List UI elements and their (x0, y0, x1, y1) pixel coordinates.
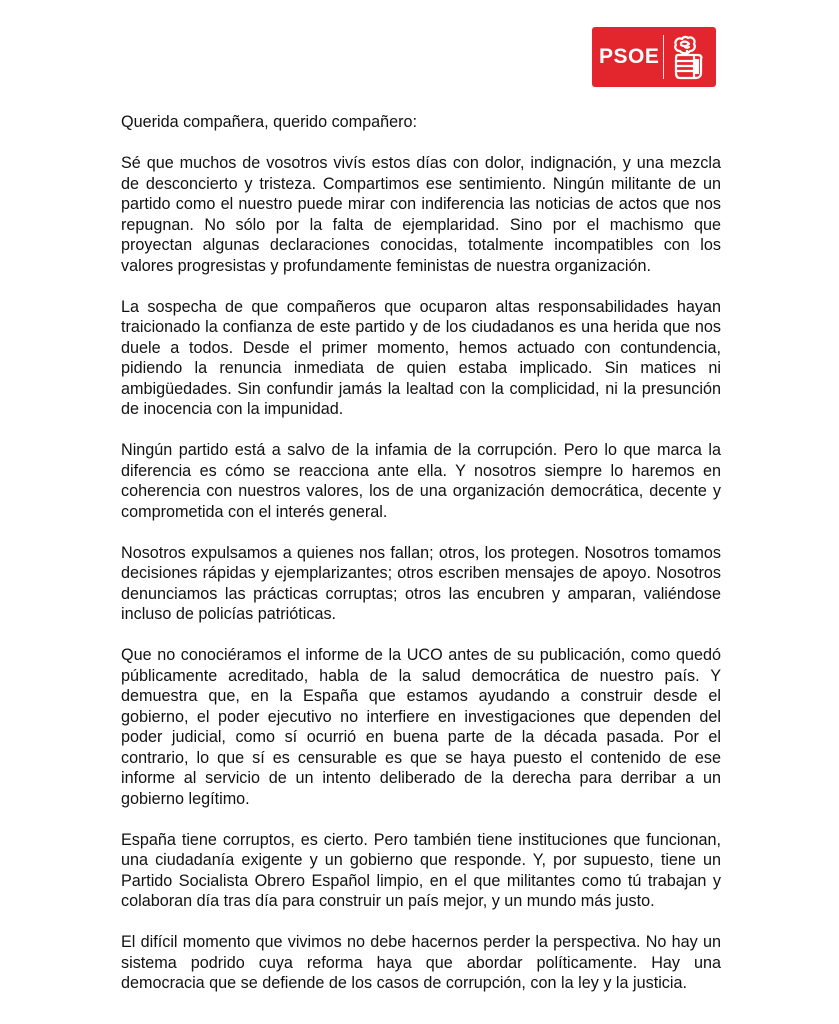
psoe-logo (592, 27, 716, 87)
paragraph-2: La sospecha de que compañeros que ocuparon altas responsabilidades hayan traicionado la confianza de este partido y de los ciudadanos es una herida que nos duele a todos. Desde el primer momento, hemos actuado con contundencia, pidiendo la renuncia inmediata de quien estaba implicado. Sin matices ni ambigüedades. Sin confundir jamás la lealtad con la complicidad, ni la presunción de inocencia con la impunidad. (121, 297, 721, 418)
paragraph-4: Nosotros expulsamos a quienes nos fallan; otros, los protegen. Nosotros tomamos decisiones rápidas y ejemplarizantes; otros escriben mensajes de apoyo. Nosotros denunciamos las prácticas corruptas; otros las encubren y amparan, valiéndose incluso de policías patrióticas. (121, 543, 721, 623)
paragraph-3: Ningún partido está a salvo de la infamia de la corrupción. Pero lo que marca la diferencia es cómo se reacciona ante ella. Y nosotros siempre lo haremos en coherencia con nuestros valores, los de una organización democrática, decente y comprometida con el interés general. (121, 441, 721, 521)
logo-text: PSOE (599, 45, 660, 68)
paragraph-6: España tiene corruptos, es cierto. Pero también tiene instituciones que funcionan, una ciudadanía exigente y un gobierno que responde. Y, por supuesto, tiene un Partido Socialista Obrero Español limpio, en el que militantes como tú trabajan y colaboran día tras día para construir un país mejor, y un mundo más justo. (121, 830, 721, 910)
fist-and-rose-icon (668, 33, 712, 81)
paragraph-5: Que no conociéramos el informe de la UCO antes de su publicación, como quedó públicamente acreditado, habla de la salud democrática de nuestro país. Y demuestra que, en la España que estamos ayudando a construir desde el gobierno, el poder ejecutivo no interfiere en investigaciones que dependen del poder judicial, como sí ocurrió en buena parte de la década pasada. Por el contrario, lo que sí es censurable es que se haya puesto el contenido de ese informe al servicio de un intento deliberado de la derecha para derribar a un gobierno legítimo. (121, 646, 721, 808)
paragraph-7: El difícil momento que vivimos no debe hacernos perder la perspectiva. No hay un sistema podrido cuya reforma haya que abordar políticamente. Hay una democracia que se defiende de los casos de corrupción, con la ley y la justicia. (121, 933, 721, 992)
letter-body (121, 112, 721, 1014)
paragraph-1: Sé que muchos de vosotros vivís estos días con dolor, indignación, y una mezcla de desconcierto y tristeza. Compartimos ese sentimiento. Ningún militante de un partido como el nuestro puede mirar con indiferencia las noticias de actos que nos repugnan. No sólo por la falta de ejemplaridad. Sino por el machismo que proyectan algunas declaraciones conocidas, totalmente incompatibles con los valores progresistas y profundamente feministas de nuestra organización. (121, 154, 721, 275)
logo-divider (663, 35, 664, 79)
salutation: Querida compañera, querido compañero: (121, 113, 418, 131)
